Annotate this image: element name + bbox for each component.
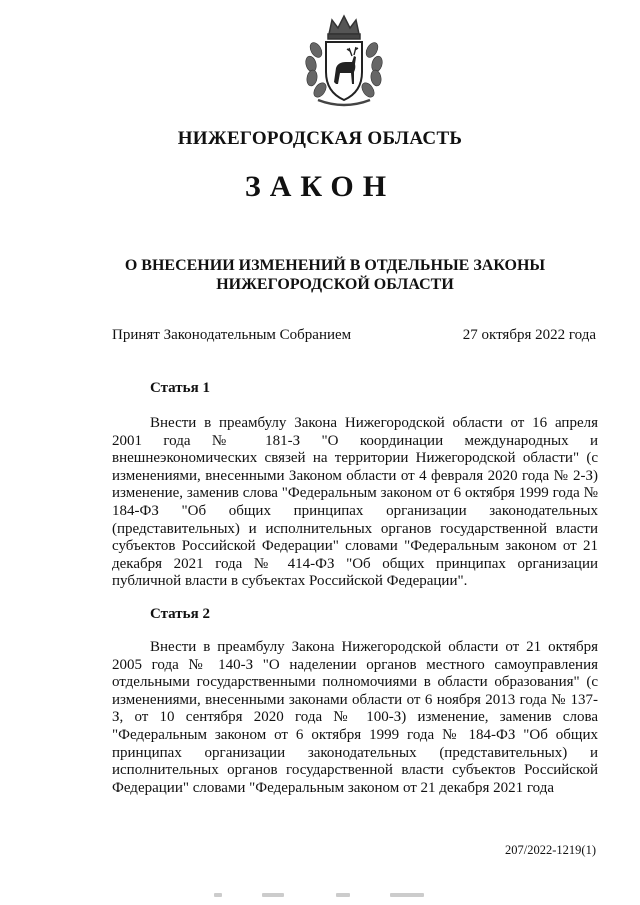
article-2-title: Статья 2	[150, 606, 210, 622]
document-number: 207/2022-1219(1)	[505, 843, 596, 857]
scan-artifact	[390, 893, 424, 897]
document-type: ЗАКОН	[244, 170, 396, 203]
adopted-by-label: Принят Законодательным Собранием	[112, 327, 352, 343]
article-1-title: Статья 1	[150, 380, 210, 396]
scan-artifact	[336, 893, 350, 897]
law-subject-title: О ВНЕСЕНИИ ИЗМЕНЕНИЙ В ОТДЕЛЬНЫЕ ЗАКОНЫ НИЖЕГОРОДСКОЙ ОБЛАСТИ	[124, 257, 546, 293]
scan-artifact	[214, 893, 222, 897]
region-name: НИЖЕГОРОДСКАЯ ОБЛАСТЬ	[177, 128, 463, 149]
coat-of-arms-icon	[296, 10, 392, 110]
article-2-text: Внести в преамбулу Закона Нижегородской области от 21 октября 2005 года № 140-З "О наделении органов местного самоуправления отдельными государственными полномочиями в области образования" (с изменениями, внесенными законами области от 6 ноября 2013 года № 137-З, от 10 сентября 2020 года № 100-З) изменение, заменив слова "Федеральным законом от 6 октября 1999 года № 184-ФЗ "Об общих принципах организации законодательных (представительных) и исполнительных органов государственной власти субъектов Российской Федерации" словами "Федеральным законом от 21 декабря 2021 года	[112, 639, 598, 796]
adoption-date: 27 октября 2022 года	[462, 327, 596, 343]
scan-artifact	[262, 893, 284, 897]
article-1-text: Внести в преамбулу Закона Нижегородской области от 16 апреля 2001 года № 181-З "О координации международных и внешнеэкономических связей на территории Нижегородской области" (с изменениями, внесенными Законом области от 4 февраля 2020 года № 2-З) изменение, заменив слова "Федеральным законом от 6 октября 1999 года № 184-ФЗ "Об общих принципах организации законодательных (представительных) и исполнительных органов государственной власти субъектов Российской Федерации" словами "Федеральным законом от 21 декабря 2021 года № 414-ФЗ "Об общих принципах организации публичной власти в субъектах Российской Федерации".	[112, 415, 598, 590]
